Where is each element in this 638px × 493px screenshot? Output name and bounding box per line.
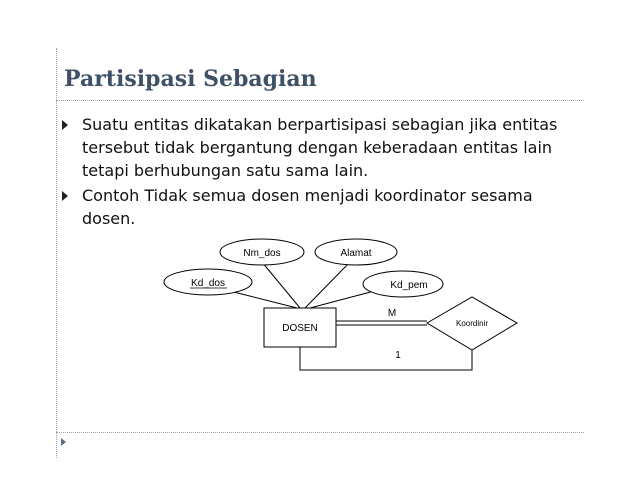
attribute-alamat-label: Alamat	[340, 248, 372, 259]
connector-kd-dos	[230, 291, 297, 308]
cardinality-1: 1	[395, 350, 401, 361]
bullet-text: Contoh Tidak semua dosen menjadi koordinator sesama dosen.	[82, 186, 533, 228]
connector-alamat	[305, 262, 350, 308]
entity-label: DOSEN	[282, 323, 318, 334]
relationship-line-1	[300, 347, 472, 370]
attribute-kd-dos-label: Kd_dos	[191, 278, 225, 289]
bullet-text: Suatu entitas dikatakan berpartisipasi sebagian jika entitas tersebut tidak bergantung dengan keberadaan entitas lain tetapi berhubungan satu sama lain.	[82, 115, 558, 180]
attribute-nm-dos-label: Nm_dos	[243, 248, 281, 259]
cardinality-m: M	[387, 308, 397, 319]
connector-nm-dos	[262, 262, 300, 308]
attribute-kd-pem-label: Kd_pem	[390, 280, 428, 291]
slide-title: Partisipasi Sebagian	[64, 66, 317, 92]
relationship-label: Koordinir	[455, 319, 489, 328]
